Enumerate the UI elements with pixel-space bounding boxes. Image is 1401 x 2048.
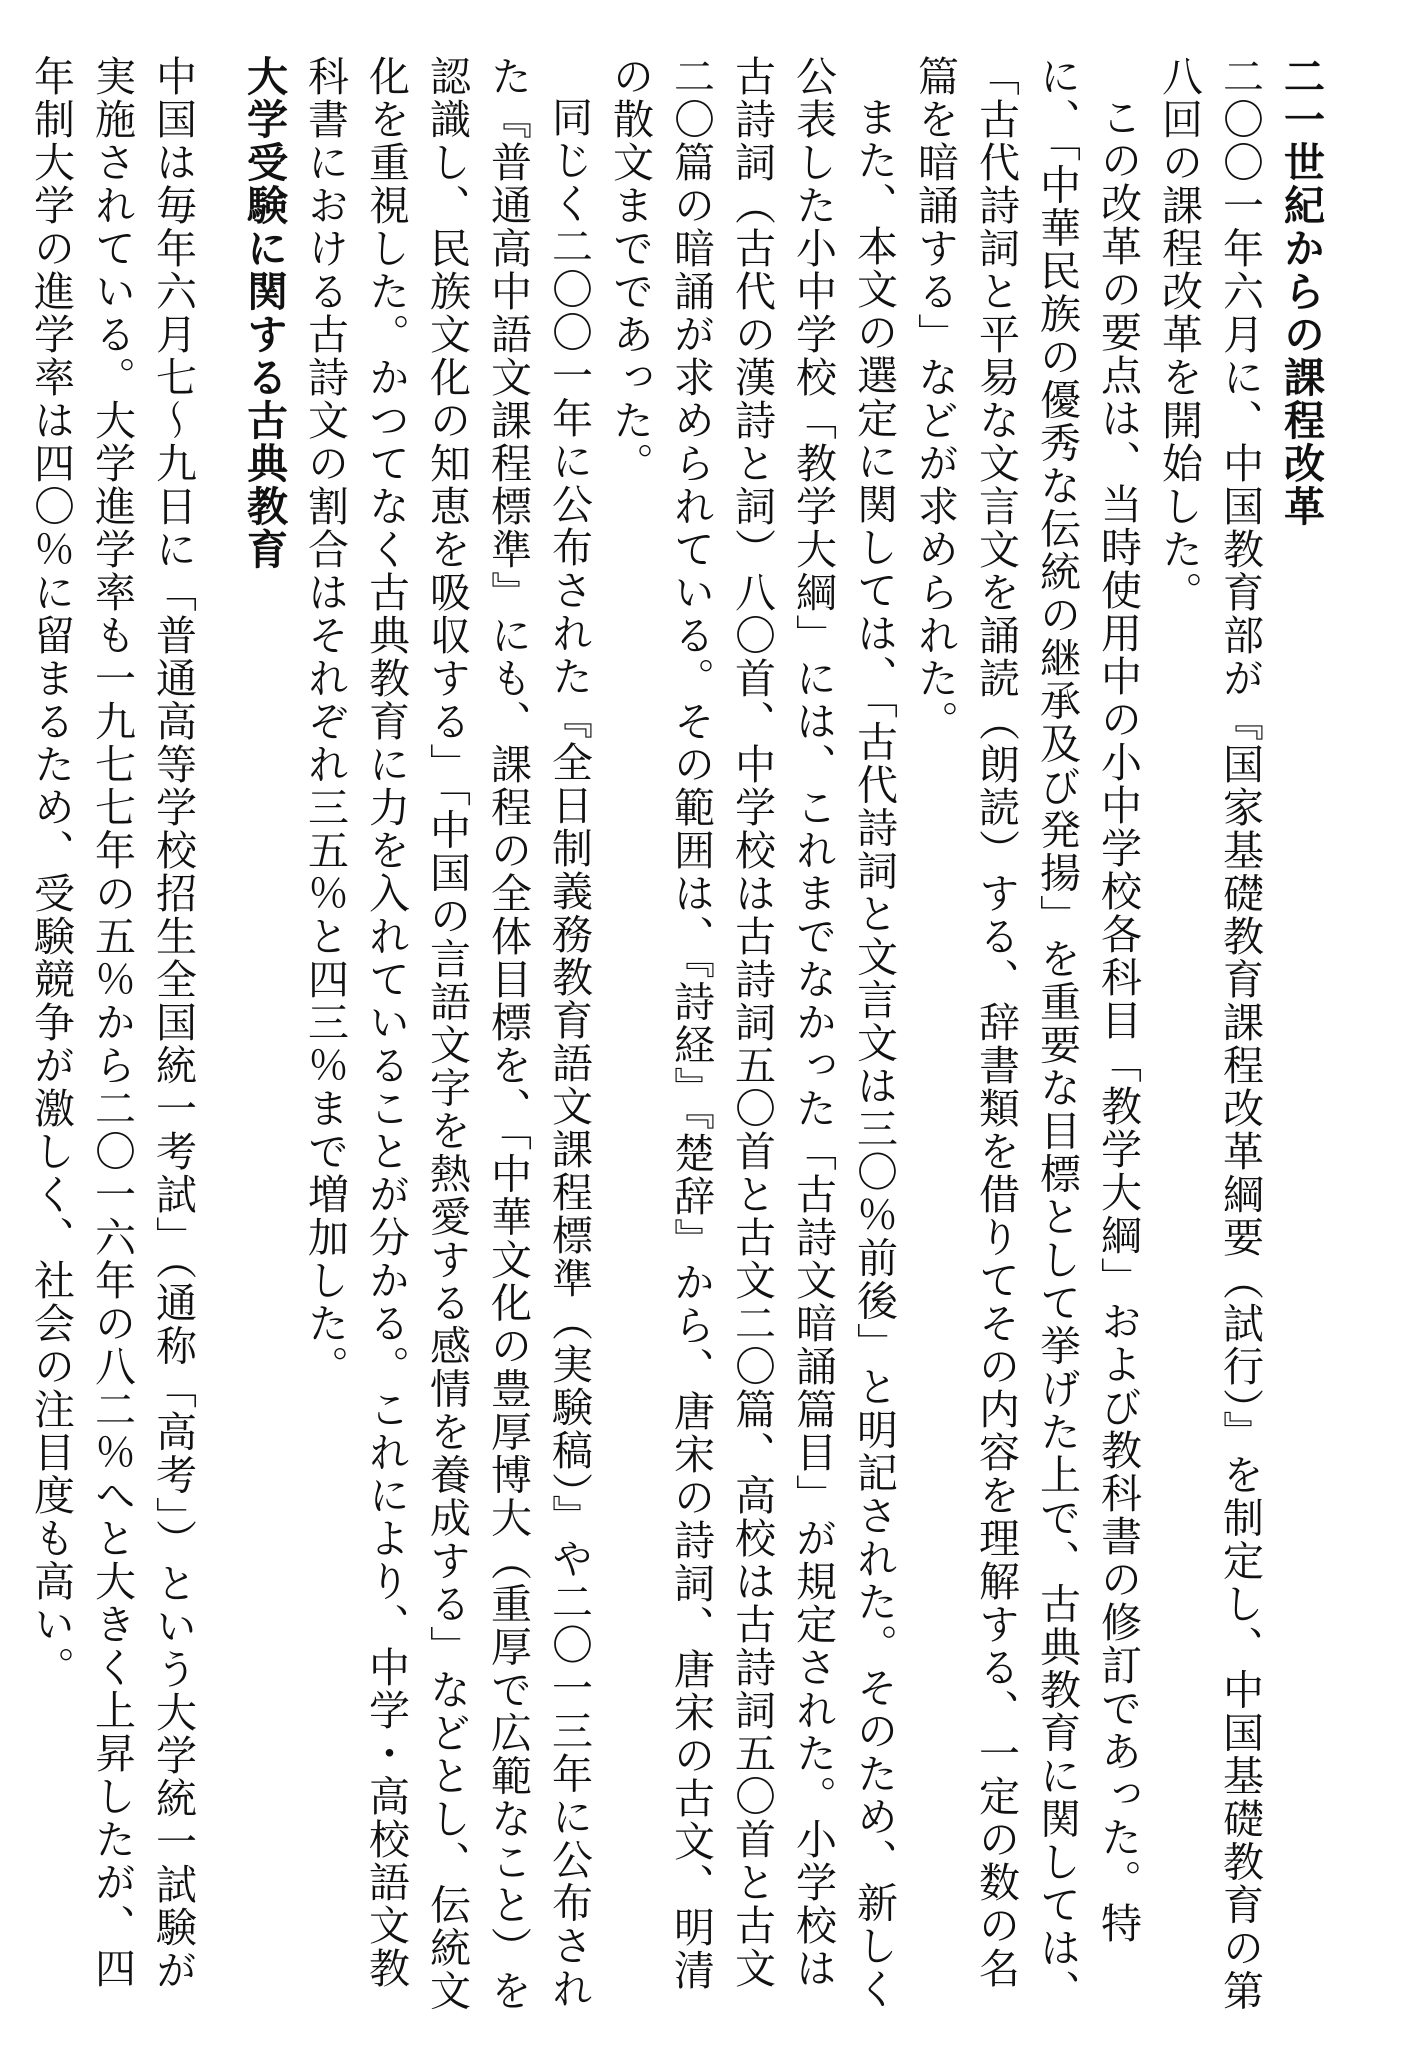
paragraph: 二〇〇一年六月に、中国教育部が『国家基礎教育課程改革綱要（試行）』を制定し、中国基礎教育の第八回の課程改革を開始した。	[1155, 55, 1264, 2013]
vertical-text-body	[20, 55, 1331, 2015]
section-heading-university-exam: 大学受験に関する古典教育	[240, 55, 288, 571]
paragraph: また、本文の選定に関しては、「古代詩詞と文言文は三〇％前後」と明記された。そのため、新しく公表した小中学校「教学大綱」には、これまでなかった「古詩文暗誦篇目」が規定された。小学校は古詩詞（古代の漢詩と詞）八〇首、中学校は古詩詞五〇首と古文二〇篇、高校は古詩詞五〇首と古文二〇篇の暗誦が求められている。その範囲は、『詩経』『楚辞』から、唐宋の詩詞、唐宋の古文、明清の散文までであった。	[606, 55, 898, 2011]
paragraph: 中国は毎年六月七～九日に「普通高等学校招生全国統一考試」（通称「高考」）という大学統一試験が実施されている。大学進学率も一九七七年の五％から二〇一六年の八二％へと大きく上昇したが、四年制大学の進学率は四〇％に留まるため、受験競争が激しく、社会の注目度も高い。	[27, 55, 197, 1992]
paragraph: 同じく二〇〇一年に公布された『全日制義務教育語文課程標準（実験稿）』や二〇一三年に公布された『普通高中語文課程標準』にも、課程の全体目標を、「中華文化の豊厚博大（重厚で広範なこと）を認識し、民族文化の知恵を吸収する」「中国の言語文字を熱愛する感情を養成する」などとし、伝統文化を重視した。かつてなく古典教育に力を入れていることが分かる。これにより、中学・高校語文教科書における古詩文の割合はそれぞれ三五％と四三％まで増加した。	[301, 55, 593, 2013]
paragraph: この改革の要点は、当時使用中の小中学校各科目「教学大綱」および教科書の修訂であった。特に、「中華民族の優秀な伝統の継承及び発揚」を重要な目標として挙げた上で、古典教育に関しては、「古代詩詞と平易な文言文を誦読（朗読）する、辞書類を借りてその内容を理解する、一定の数の名篇を暗誦する」などが求められた。	[911, 55, 1142, 2013]
section-heading-curriculum-reform: 二一世紀からの課程改革	[1277, 55, 1325, 528]
